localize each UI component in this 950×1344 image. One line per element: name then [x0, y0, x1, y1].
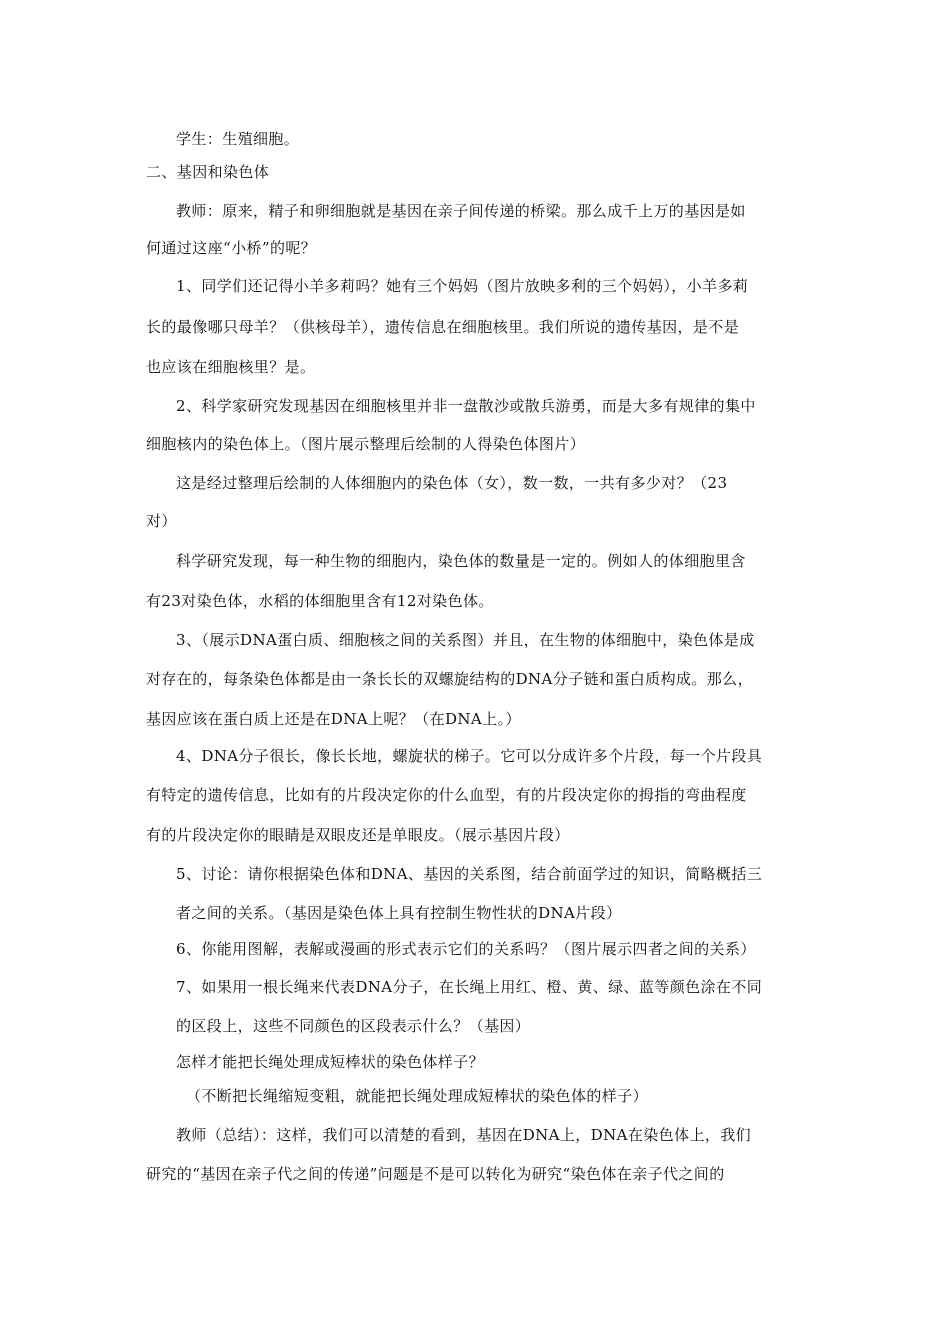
text-line-14: 3、（展示DNA蛋白质、细胞核之间的关系图）并且，在生物的体细胞中，染色体是成: [176, 631, 755, 649]
text-line-10: 这是经过整理后绘制的人体细胞内的染色体（女），数一数，一共有多少对？（23: [176, 474, 728, 492]
text-line-12: 科学研究发现，每一种生物的细胞内，染色体的数量是一定的。例如人的体细胞里含: [176, 552, 746, 570]
text-line-4: 何通过这座“小桥”的呢？: [146, 239, 317, 257]
text-line-1: 学生：生殖细胞。: [176, 130, 300, 148]
text-line-18: 有特定的遗传信息，比如有的片段决定你的什么血型，有的片段决定你的拇指的弯曲程度: [146, 786, 747, 804]
text-line-27: 教师（总结）：这样，我们可以清楚的看到，基因在DNA上，DNA在染色体上，我们: [176, 1126, 752, 1144]
text-line-24: 的区段上，这些不同颜色的区段表示什么？（基因）: [176, 1017, 531, 1035]
text-line-3: 教师：原来，精子和卵细胞就是基因在亲子间传递的桥梁。那么成千上万的基因是如: [176, 202, 746, 220]
text-line-23: 7、如果用一根长绳来代表DNA分子，在长绳上用红、橙、黄、绿、蓝等颜色涂在不同: [176, 978, 763, 996]
text-line-11: 对）: [146, 512, 177, 530]
text-line-21: 者之间的关系。（基因是染色体上具有控制生物性状的DNA片段）: [176, 904, 622, 922]
text-line-22: 6、你能用图解，表解或漫画的形式表示它们的关系吗？（图片展示四者之间的关系）: [176, 940, 756, 958]
text-line-9: 细胞核内的染色体上。（图片展示整理后绘制的人得染色体图片）: [146, 435, 586, 453]
text-line-19: 有的片段决定你的眼睛是双眼皮还是单眼皮。（展示基因片段）: [146, 826, 570, 844]
text-line-16: 基因应该在蛋白质上还是在DNA上呢？（在DNA上。）: [146, 710, 521, 728]
text-line-26: （不断把长绳缩短变粗，就能把长绳处理成短棒状的染色体的样子）: [186, 1087, 649, 1105]
text-line-7: 也应该在细胞核里？是。: [146, 358, 316, 376]
text-line-25: 怎样才能把长绳处理成短棒状的染色体样子？: [176, 1053, 485, 1071]
section-heading: 二、基因和染色体: [146, 163, 270, 181]
text-line-6: 长的最像哪只母羊？（供核母羊），遗传信息在细胞核里。我们所说的遗传基因，是不是: [146, 318, 740, 336]
text-line-28: 研究的“基因在亲子代之间的传递”问题是不是可以转化为研究“染色体在亲子代之间的: [146, 1165, 725, 1183]
text-line-13: 有23对染色体，水稻的体细胞里含有12对染色体。: [146, 592, 494, 610]
text-line-5: 1、同学们还记得小羊多莉吗？她有三个妈妈（图片放映多利的三个妈妈），小羊多莉: [176, 277, 749, 295]
text-line-20: 5、讨论：请你根据染色体和DNA、基因的关系图，结合前面学过的知识，简略概括三: [176, 865, 763, 883]
text-line-17: 4、DNA分子很长，像长长地，螺旋状的梯子。它可以分成许多个片段，每一个片段具: [176, 747, 763, 765]
text-line-8: 2、科学家研究发现基因在细胞核里并非一盘散沙或散兵游勇，而是大多有规律的集中: [176, 397, 756, 415]
text-line-15: 对存在的，每条染色体都是由一条长长的双螺旋结构的DNA分子链和蛋白质构成。那么，: [146, 670, 753, 688]
